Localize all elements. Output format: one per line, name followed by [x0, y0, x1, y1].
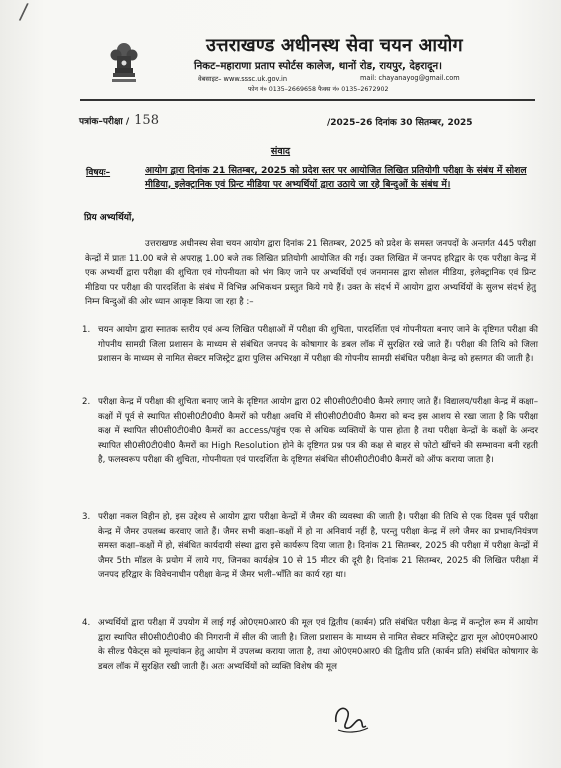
point-number: 2. [82, 397, 91, 407]
point-item [82, 395, 538, 468]
point-text: परीक्षा नकल विहीन हो, इस उद्देश्य से आयोग द्वारा परीक्षा केन्द्रों में जैमर की व्यवस्था की जाती है। परीक्षा की तिथि से एक दिवस पूर्व परीक्षा केन्द्र में जैमर उपलब्ध करवाए जाते हैं। जैमर सभी कक्षा–कक्षों में हो ना अनिवार्य नहीं है, परन्तु परीक्षा केन्द्र में लगे जैमर का प्रभाव/नियंत्रण समस्त कक्षा–कक्षों में हो, संबंधित कार्यदायी संस्था द्वारा इसे कार्यरूप दिया जाता है। दिनांक 21 सितम्बर, 2025 की परीक्षा में परीक्षा केन्द्रों में जैमर 5th मॉडल के प्रयोग में लाये गए, जिनका कार्यक्षेत्र 10 से 15 मीटर की दूरी है। दिनांक 21 सितम्बर, 2025 की लिखित परीक्षा में जनपद हरिद्वार के विवेचनाधीन परीक्षा केन्द्र में जैमर भली–भाँति का कार्य रहा था। [98, 512, 538, 581]
intro-paragraph: उत्तराखण्ड अधीनस्थ सेवा चयन आयोग द्वारा दिनांक 21 सितम्बर, 2025 को प्रदेश के समस्त जनपदों के अन्तर्गत 445 परीक्षा केन्द्रों में प्रातः 11.00 बजे से अपराह्न 1.00 बजे तक लिखित प्रतियोगी आयोजित की गई। उक्त लिखित में जनपद हरिद्वार के एक परीक्षा केन्द्र में एक अभ्यर्थी द्वारा परीक्षा की शुचिता एवं गोपनीयता को भंग किए जाने पर अभ्यर्थियों एवं जनमानस द्वारा सोशल मीडिया, इलेक्ट्रानिक एवं प्रिन्ट मीडिया पर परीक्षा की पारदर्शिता के संबंध में विभिन्न अभिकथन प्रस्तुत किये गये हैं। उक्त के संदर्भ में आयोग द्वारा अभ्यर्थियों के सुलभ संदर्भ हेतु निम्न बिन्दुओं की ओर ध्यान आकृष्ट किया जा रहा है :– [85, 239, 536, 308]
reference-number [79, 113, 159, 128]
reference-value: 158 [134, 113, 159, 128]
state-emblem-icon [104, 38, 144, 86]
organization-title: उत्तराखण्ड अधीनस्थ सेवा चयन आयोग [206, 35, 463, 56]
letter-date: /2025–26 दिनांक 30 सितम्बर, 2025 [327, 118, 473, 128]
email-text: mail: chayanayog@gmail.com [360, 74, 460, 82]
subject-text: आयोग द्वारा दिनांक 21 सितम्बर, 2025 को प्रदेश स्तर पर आयोजित लिखित प्रतियोगी परीक्षा के संबंध में सोशल मीडिया, इलेक्ट्रानिक एवं प्रिन्ट मीडिया पर अभ्यर्थियों द्वारा उठाये जा रहे बिन्दुओं के संबंध में। [145, 165, 527, 190]
point-text: परीक्षा केन्द्र में परीक्षा की शुचिता बनाए जाने के दृष्टिगत आयोग द्वारा 02 सी0सी0टी0वी0 कैमरे लगाए जाते हैं। विद्यालय/परीक्षा केन्द्र में कक्षा–कक्षों में पूर्व से स्थापित सी0सी0टी0वी0 कैमरों को परीक्षा अवधि में सी0सी0टी0वी0 कैमरा को बन्द इस आशय से रखा जाता है कि परीक्षा कक्ष में स्थापित सी0सी0टी0वी0 कैमरों का access/पहुंच एक से अधिक व्यक्तियों के पास होता है तथा परीक्षा केन्द्रों के कक्षों के अन्दर स्थापित सी0सी0टी0वी0 कैमरों का High Resolution होने के दृष्टिगत प्रश्न पत्र की कक्ष से बाहर से फोटो खींचने की सम्भावना बनी रहती है, फलस्वरूप परीक्षा की शुचिता, गोपनीयता एवं पारदर्शिता के दृष्टिगत संबंधित सी0सी0टी0वी0 कैमरों को ऑफ कराया जाता है। [98, 397, 538, 466]
point-text: अभ्यर्थियों द्वारा परीक्षा में उपयोग में लाई गई ओ0एम0आर0 की मूल एवं द्वितीय (कार्बन) प्रति संबंधित परीक्षा केन्द्र में कन्ट्रोल रूम में आयोग द्वारा स्थापित सी0सी0टी0वी0 की निगरानी में सील की जाती है। जिला प्रशासन के माध्यम से नामित सेक्टर मजिस्ट्रेट द्वारा मूल ओ0एम0आर0 के सील्ड पैकेट्स को मूल्यांकन हेतु आयोग में उपलब्ध कराया जाता है, तथा ओ0एम0आर0 की द्वितीय प्रति (कार्बन प्रति) संबंधित कोषागार के डबल लॉक में सुरक्षित रखी जाती हैं। अतः अभ्यर्थियों को व्यक्ति विशेष की मूल [98, 618, 538, 672]
point-text: चयन आयोग द्वारा स्नातक स्तरीय एवं अन्य लिखित परीक्षाओं में परीक्षा की शुचिता, पारदर्शिता एवं गोपनीयता बनाए जाने के दृष्टिगत परीक्षा की गोपनीय सामग्री जिला प्रशासन के माध्यम से संबंधित जनपद के कोषागार के डबल लॉक में सुरक्षित रखे जाते हैं। परीक्षा की तिथि को जिला प्रशासन के माध्यम से नामित सेक्टर मजिस्ट्रेट द्वारा पुलिस अभिरक्षा में परीक्षा की गोपनीय सामग्री संबंधित परीक्षा केन्द्र को हस्तगत की जाती है। [98, 325, 538, 365]
phone-fax-text: फोन नं० 0135–2669658 फैक्स नं० 0135–2672902 [248, 86, 389, 93]
header-divider [80, 99, 535, 101]
organization-address: निकट–महाराणा प्रताप स्पोर्टस कालेज, थानों रोड, रायपुर, देहरादून। [194, 61, 443, 72]
point-item [82, 323, 538, 367]
point-item [82, 510, 538, 583]
point-number: 3. [82, 512, 91, 522]
website-text: वेबसाइट– www.sssc.uk.gov.in [198, 75, 288, 83]
signature-mark [330, 700, 372, 734]
point-item [82, 616, 538, 674]
document-heading: संवाद [270, 146, 291, 157]
salutation: प्रिय अभ्यर्थियों, [84, 213, 135, 223]
point-number: 4. [82, 618, 91, 628]
margin-pen-mark: / [18, 0, 30, 26]
point-number: 1. [82, 325, 91, 335]
reference-label: पत्रांक–परीक्षा / [79, 117, 130, 127]
subject-label: विषयः– [86, 168, 111, 178]
